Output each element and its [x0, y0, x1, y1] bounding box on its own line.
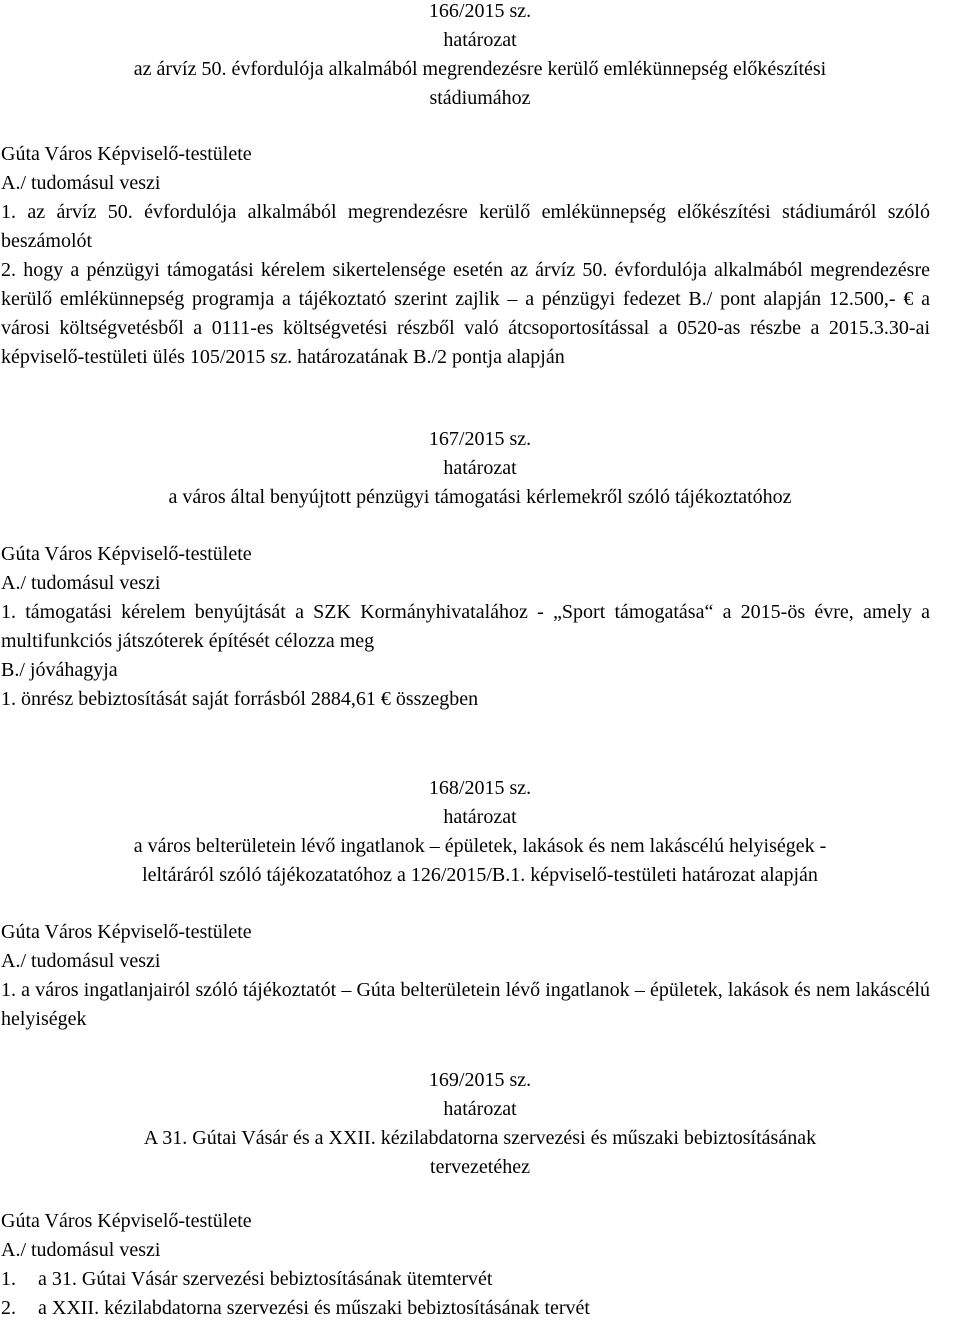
decision-169-body: [0, 1207, 960, 1323]
council-heading: Gúta Város Képviselő-testülete: [1, 143, 252, 165]
decision-item: 1. támogatási kérelem benyújtását a SZK Kormányhivatalához - „Sport támogatása“ a 2015-ös évre, amely a multifunkciós játszóterek építését célozza meg: [1, 601, 930, 652]
decision-subject-line: az árvíz 50. évfordulója alkalmából megrendezésre kerülő emlékünnepség előkészítési: [133, 58, 827, 80]
decision-kind: határozat: [443, 806, 517, 828]
decision-number: 166/2015 sz.: [428, 0, 532, 22]
decision-item: 1. a város ingatlanjairól szóló tájékoztatót – Gúta belterületein lévő ingatlanok – épületek, lakások és nem lakáscélú helyiségek: [1, 979, 930, 1030]
decision-subject-line: tervezetéhez: [430, 1156, 530, 1178]
decision-item: 2. hogy a pénzügyi támogatási kérelem sikertelensége esetén az árvíz 50. évfordulója alkalmából megrendezésre kerülő emlékünnepség programja a tájékoztató szerint zajlik – a pénzügyi fedezet B./ pont alapján 12.500,- € a városi költségvetésből a 0111-es költségvetési részből való átcsoportosítással a 0520-as részbe a 2015.3.30-ai képviselő-testületi ülés 105/2015 sz. határozatának B./2 pontja alapján: [1, 259, 930, 368]
decision-167: [0, 425, 960, 512]
decision-number: 169/2015 sz.: [428, 1069, 532, 1091]
section-label: A./ tudomásul veszi: [1, 950, 161, 972]
section-label: B./ jóváhagyja: [1, 659, 118, 681]
section-label: A./ tudomásul veszi: [1, 572, 161, 594]
decision-kind: határozat: [443, 1098, 517, 1120]
section-label: A./ tudomásul veszi: [1, 172, 161, 194]
decision-167-body: [0, 540, 960, 714]
decision-168-body: [0, 918, 960, 1034]
decision-subject-line: leltáráról szóló tájékozatatóhoz a 126/2015/B.1. képviselő-testületi határozat alapján: [142, 864, 818, 886]
council-heading: Gúta Város Képviselő-testülete: [1, 1210, 252, 1232]
decision-168: [0, 774, 960, 890]
decision-kind: határozat: [443, 29, 517, 51]
decision-number: 168/2015 sz.: [428, 777, 532, 799]
council-heading: Gúta Város Képviselő-testülete: [1, 543, 252, 565]
item-text: a 31. Gútai Vásár szervezési bebiztosításának ütemtervét: [38, 1268, 493, 1290]
decision-subject-line: stádiumához: [429, 87, 531, 109]
decision-item: 1. az árvíz 50. évfordulója alkalmából megrendezésre kerülő emlékünnepség előkészítési stádiumáról szóló beszámolót: [1, 201, 930, 252]
decision-subject-line: a város belterületein lévő ingatlanok – épületek, lakások és nem lakáscélú helyiségek -: [133, 835, 827, 857]
decision-subject-line: a város által benyújtott pénzügyi támogatási kérlemekről szóló tájékoztatóhoz: [168, 486, 792, 508]
item-number: 1.: [1, 1268, 16, 1290]
item-text: a XXII. kézilabdatorna szervezési és műszaki bebiztosításának tervét: [38, 1297, 590, 1319]
section-label: A./ tudomásul veszi: [1, 1239, 161, 1261]
decision-number: 167/2015 sz.: [428, 428, 532, 450]
numbered-item: [0, 1294, 960, 1323]
decision-kind: határozat: [443, 457, 517, 479]
decision-subject-line: A 31. Gútai Vásár és a XXII. kézilabdatorna szervezési és műszaki bebiztosításának: [143, 1127, 817, 1149]
decision-item: 1. önrész bebiztosítását saját forrásból 2884,61 € összegben: [1, 688, 479, 710]
item-number: 2.: [1, 1297, 16, 1319]
decision-166: [0, 0, 960, 113]
decision-166-body: [0, 140, 960, 372]
numbered-item: [0, 1265, 960, 1294]
decision-169: [0, 1066, 960, 1182]
council-heading: Gúta Város Képviselő-testülete: [1, 921, 252, 943]
